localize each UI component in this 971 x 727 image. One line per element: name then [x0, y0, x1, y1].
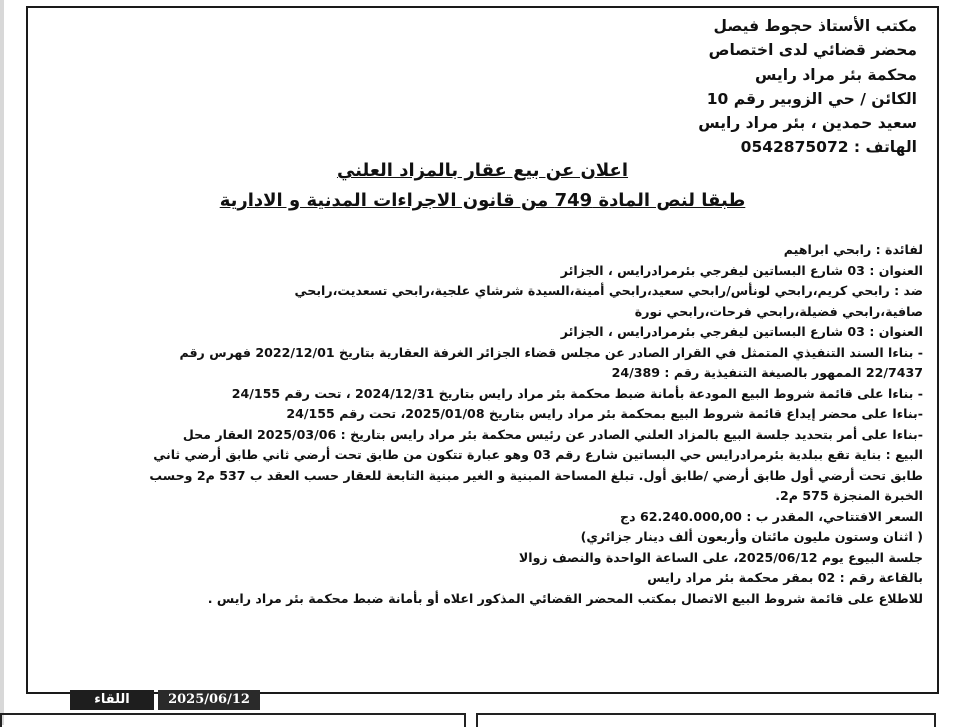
session-order: -بناءا على أمر بتحديد جلسة البيع بالمزاد العلني الصادر عن رئيس محكمة بئر مراد رايس بتاريخ : 2025/03/06 العقار محل — [182, 426, 923, 442]
enforcement-title-cont: 22/7437 الممهور بالصيغة التنفيذية رقم : 24/389 — [611, 365, 923, 380]
beneficiary: لفائدة : رابحي ابراهيم — [783, 242, 923, 257]
announcement-body — [38, 240, 923, 609]
office-role: محضر قضائي لدى اختصاص — [708, 41, 917, 60]
bailiff-office-header — [698, 14, 917, 160]
contact-info: للاطلاع على قائمة شروط البيع الاتصال بمكتب المحضر القضائي المذكور اعلاه أو بأمانة ضبط محكمة بئر مراد رايس . — [207, 590, 923, 606]
office-name: مكتب الأستاذ حجوط فيصل — [713, 17, 917, 35]
title-sub: طبقا لنص المادة 749 من قانون الاجراءات المدنية و الادارية — [219, 190, 746, 211]
opening-price-words: ( اثنان وستون مليون مائتان وأربعون ألف دينار جزائري) — [580, 529, 923, 544]
property-description-cont: طابق تحت أرضي أول طابق أرضي /طابق أول. تبلغ المساحة المبنية و الغير مبنية التابعة للعقار حسب العقد ب 537 م2 وحسب — [149, 467, 923, 483]
sale-conditions: - بناءا على قائمة شروط البيع المودعة بأمانة ضبط محكمة بئر مراد رايس بتاريخ 2024/12/31 ، تحت رقم 24/155 — [231, 385, 923, 401]
title-main: اعلان عن بيع عقار بالمزاد العلني — [336, 160, 629, 181]
enforcement-title: - بناءا السند التنفيذي المتمثل في القرار الصادر عن مجلس قضاء الجزائر الغرفة العقارية بتاريخ 2022/12/01 فهرس رقم — [179, 344, 923, 360]
defendants-cont: صافية،رابحي فضيلة،رابحي فرحات،رابحي نورة — [634, 303, 923, 319]
announcement-frame — [26, 6, 939, 694]
property-expertise: الخبرة المنجزة 575 م2. — [775, 488, 923, 503]
office-court: محكمة بئر مراد رايس — [754, 65, 917, 84]
page-edge — [0, 0, 4, 725]
property-description: البيع : بناية تقع ببلدية بئرمرادرايس حي البساتين شارع رقم 03 وهو عبارة تتكون من طابق تحت أرضي ثاني طابق أرضي ثاني — [153, 447, 923, 462]
announcement-title — [28, 157, 937, 215]
office-address-city: سعيد حمدين ، بئر مراد رايس — [698, 114, 917, 133]
defendants: ضد : رابحي كريم،رابحي لونأس/رابحي سعيد،رابحي أمينة،السيدة شرشاي علجية،رابحي تسعديت،رابحي — [294, 283, 923, 298]
defendants-address: العنوان : 03 شارع البساتين ليفرجي بئرمرادرايس ، الجزائر — [560, 324, 923, 339]
publication-date: 2025/06/12 — [158, 690, 260, 710]
office-address: الكائن / حي الزوبير رقم 10 — [706, 89, 917, 108]
auction-room: بالقاعة رقم : 02 بمقر محكمة بئر مراد رايس — [647, 570, 923, 585]
opening-price: السعر الافتتاحي، المقدر ب : 62.240.000,00 دج — [620, 508, 923, 524]
deposit-report: -بناءا على محضر إيداع قائمة شروط البيع بمحكمة بئر مراد رايس بتاريخ 2025/01/08، تحت رقم 24/155 — [286, 406, 923, 421]
newspaper-name: اللقاء — [70, 690, 154, 710]
auction-session: جلسة البيوع يوم 2025/06/12، على الساعة الواحدة والنصف زوالا — [518, 549, 923, 565]
beneficiary-address: العنوان : 03 شارع البساتين ليفرجي بئرمرادرايس ، الجزائر — [560, 262, 923, 278]
office-phone: الهاتف : 0542875072 — [740, 138, 917, 157]
